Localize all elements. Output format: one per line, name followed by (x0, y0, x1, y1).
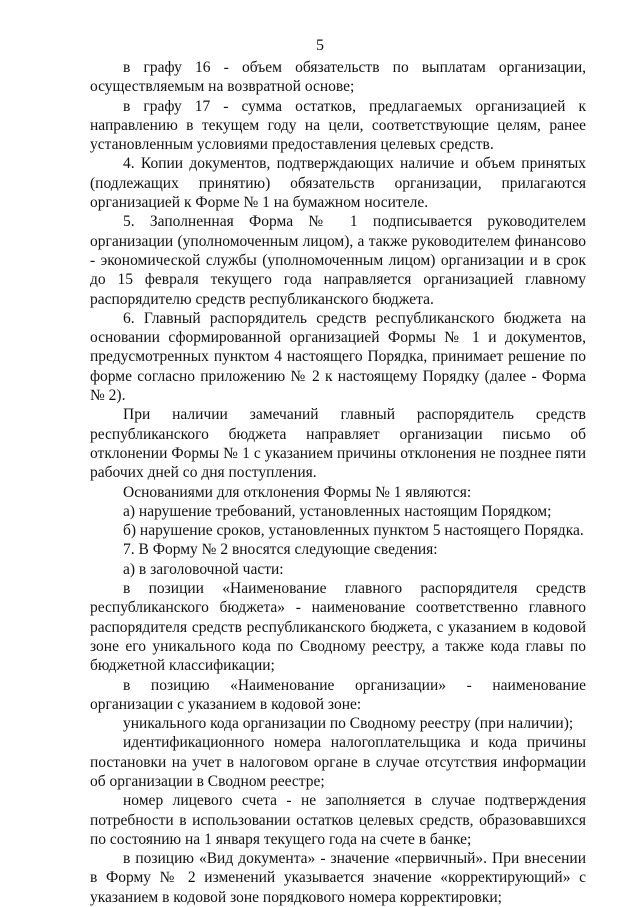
paragraph: в позиции «Наименование главного распорядителя средств республиканского бюджета» - наименование соответственно главного распорядителя средств республиканского бюджета, с указанием в кодовой зоне его уникального кода по Сводному реестру, а также кода главы по бюджетной классификации; (90, 580, 586, 675)
paragraph: а) в заголовочной части: (123, 560, 284, 578)
paragraph: 7. В Форму № 2 вносятся следующие сведения: (123, 541, 438, 559)
paragraph: в позицию «Вид документа» - значение «первичный». При внесении в Форму № 2 изменений указывается значение «корректирующий» с указанием в кодовой зоне порядкового номера корректировки; (90, 850, 586, 906)
paragraph: б) нарушение сроков, установленных пунктом 5 настоящего Порядка. (123, 522, 584, 540)
paragraph: уникального кода организации по Сводному реестру (при наличии); (123, 715, 574, 733)
paragraph: номер лицевого счета - не заполняется в случае подтверждения потребности в использовании остатков целевых средств, образовавшихся по состоянию на 1 января текущего года на счете в банке; (90, 792, 586, 848)
document-body (90, 58, 586, 907)
paragraph: При наличии замечаний главный распорядитель средств республиканского бюджета направляет организации письмо об отклонении Формы № 1 с указанием причины отклонения не позднее пяти рабочих дней со дня поступления. (90, 406, 586, 482)
paragraph: 6. Главный распорядитель средств республиканского бюджета на основании сформированной организацией Формы № 1 и документов, предусмотренных пунктом 4 настоящего Порядка, принимает решение по форме согласно приложению № 2 к настоящему Порядку (далее - Форма № 2). (90, 309, 586, 405)
paragraph: 4. Копии документов, подтверждающих наличие и объем принятых (подлежащих принятию) обязательств организации, прилагаются организацией к Форме № 1 на бумажном носителе. (90, 155, 586, 212)
paragraph: в графу 16 - объем обязательств по выплатам организации, осуществляемым на возвратной основе; (90, 59, 586, 96)
page-number: 5 (316, 37, 324, 54)
paragraph: в позицию «Наименование организации» - наименование организации с указанием в кодовой зоне: (90, 676, 586, 713)
paragraph: идентификационного номера налогоплательщика и кода причины постановки на учет в налоговом органе в случае отсутствия информации об организации в Сводном реестре; (90, 734, 586, 790)
paragraph: а) нарушение требований, установленных настоящим Порядком; (123, 502, 552, 520)
paragraph: в графу 17 - сумма остатков, предлагаемых организацией к направлению в текущем году на цели, соответствующие целям, ранее установленным условиями предоставления целевых средств. (90, 97, 586, 154)
paragraph: Основаниями для отклонения Формы № 1 являются: (123, 483, 472, 501)
paragraph: 5. Заполненная Форма № 1 подписывается руководителем организации (уполномоченным лицом), а также руководителем финансово - экономической службы (уполномоченным лицом) организации и в срок до 15 февраля текущего года направляется организацией главному распорядителю средств республиканского бюджета. (90, 213, 586, 308)
